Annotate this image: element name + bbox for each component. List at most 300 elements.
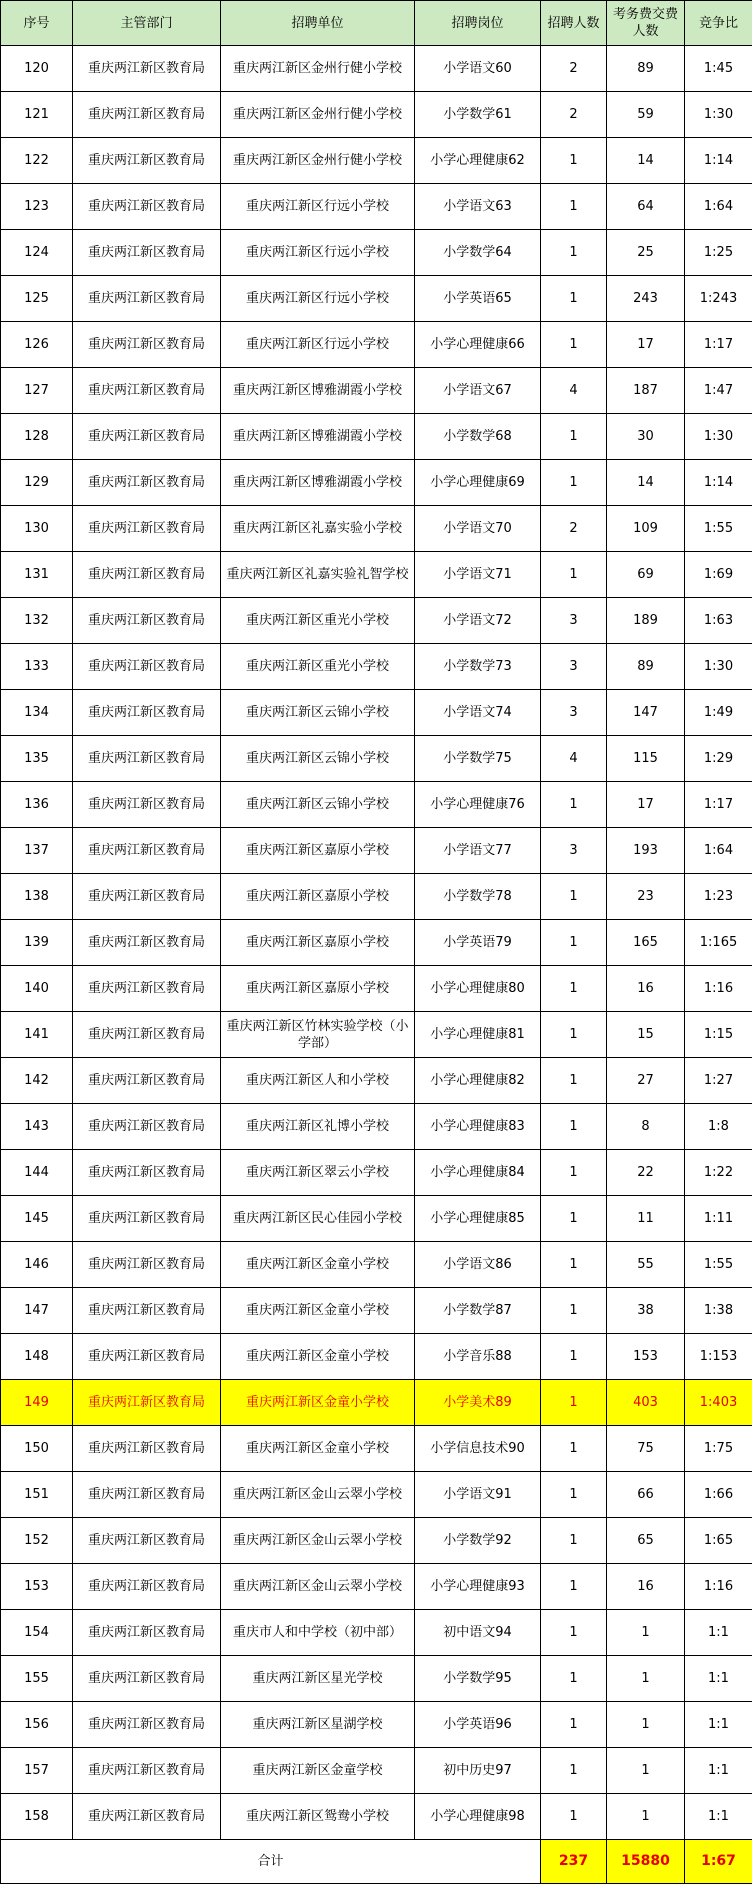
row-paid: 15	[607, 1012, 685, 1058]
row-no: 157	[1, 1748, 73, 1794]
row-ratio: 1:30	[685, 414, 752, 460]
row-unit: 重庆两江新区金童学校	[221, 1748, 415, 1794]
row-dept: 重庆两江新区教育局	[73, 1472, 221, 1518]
row-no: 154	[1, 1610, 73, 1656]
row-ratio: 1:29	[685, 736, 752, 782]
row-unit: 重庆两江新区嘉原小学校	[221, 828, 415, 874]
row-hire: 1	[541, 1104, 607, 1150]
row-post: 小学数学87	[415, 1288, 541, 1334]
row-dept: 重庆两江新区教育局	[73, 46, 221, 92]
row-unit: 重庆市人和中学校（初中部）	[221, 1610, 415, 1656]
row-dept: 重庆两江新区教育局	[73, 1610, 221, 1656]
total-competition-ratio: 1:67	[685, 1840, 752, 1884]
row-ratio: 1:25	[685, 230, 752, 276]
row-paid: 1	[607, 1794, 685, 1840]
row-paid: 69	[607, 552, 685, 598]
row-ratio: 1:243	[685, 276, 752, 322]
row-post: 小学心理健康80	[415, 966, 541, 1012]
row-unit: 重庆两江新区金童小学校	[221, 1426, 415, 1472]
row-hire: 1	[541, 1012, 607, 1058]
row-hire: 1	[541, 460, 607, 506]
row-ratio: 1:153	[685, 1334, 752, 1380]
table-row	[1, 1334, 752, 1380]
table-row	[1, 782, 752, 828]
row-hire: 1	[541, 1150, 607, 1196]
col-header-ratio: 竞争比	[685, 1, 752, 46]
row-hire: 1	[541, 138, 607, 184]
row-unit: 重庆两江新区行远小学校	[221, 276, 415, 322]
row-ratio: 1:16	[685, 1564, 752, 1610]
row-paid: 1	[607, 1748, 685, 1794]
row-paid: 1	[607, 1610, 685, 1656]
row-dept: 重庆两江新区教育局	[73, 138, 221, 184]
row-paid: 38	[607, 1288, 685, 1334]
row-unit: 重庆两江新区人和小学校	[221, 1058, 415, 1104]
row-ratio: 1:22	[685, 1150, 752, 1196]
row-no: 155	[1, 1656, 73, 1702]
table-row	[1, 184, 752, 230]
row-no: 121	[1, 92, 73, 138]
row-paid: 187	[607, 368, 685, 414]
table-row	[1, 368, 752, 414]
row-unit: 重庆两江新区民心佳园小学校	[221, 1196, 415, 1242]
row-unit: 重庆两江新区鸳鸯小学校	[221, 1794, 415, 1840]
table-row	[1, 1288, 752, 1334]
row-dept: 重庆两江新区教育局	[73, 1748, 221, 1794]
row-post: 小学数学75	[415, 736, 541, 782]
row-paid: 11	[607, 1196, 685, 1242]
row-post: 初中历史97	[415, 1748, 541, 1794]
table-row	[1, 1748, 752, 1794]
row-hire: 1	[541, 552, 607, 598]
row-paid: 59	[607, 92, 685, 138]
col-header-no: 序号	[1, 1, 73, 46]
row-paid: 8	[607, 1104, 685, 1150]
row-paid: 17	[607, 322, 685, 368]
row-dept: 重庆两江新区教育局	[73, 460, 221, 506]
row-unit: 重庆两江新区行远小学校	[221, 322, 415, 368]
row-no: 131	[1, 552, 73, 598]
row-hire: 1	[541, 322, 607, 368]
row-unit: 重庆两江新区金童小学校	[221, 1242, 415, 1288]
row-no: 127	[1, 368, 73, 414]
row-paid: 1	[607, 1656, 685, 1702]
row-dept: 重庆两江新区教育局	[73, 1656, 221, 1702]
row-no: 135	[1, 736, 73, 782]
row-unit: 重庆两江新区云锦小学校	[221, 736, 415, 782]
row-ratio: 1:14	[685, 138, 752, 184]
row-no: 150	[1, 1426, 73, 1472]
row-post: 小学语文86	[415, 1242, 541, 1288]
table-row	[1, 1104, 752, 1150]
table-row	[1, 828, 752, 874]
row-paid: 16	[607, 1564, 685, 1610]
row-post: 小学语文70	[415, 506, 541, 552]
row-paid: 243	[607, 276, 685, 322]
row-post: 小学心理健康85	[415, 1196, 541, 1242]
row-dept: 重庆两江新区教育局	[73, 92, 221, 138]
row-unit: 重庆两江新区博雅湖霞小学校	[221, 414, 415, 460]
row-unit: 重庆两江新区重光小学校	[221, 598, 415, 644]
table-row	[1, 1656, 752, 1702]
row-dept: 重庆两江新区教育局	[73, 1058, 221, 1104]
row-paid: 165	[607, 920, 685, 966]
row-post: 小学数学78	[415, 874, 541, 920]
row-post: 小学英语79	[415, 920, 541, 966]
row-paid: 17	[607, 782, 685, 828]
row-paid: 147	[607, 690, 685, 736]
row-hire: 1	[541, 966, 607, 1012]
row-ratio: 1:1	[685, 1794, 752, 1840]
row-ratio: 1:64	[685, 184, 752, 230]
row-hire: 1	[541, 1380, 607, 1426]
row-hire: 1	[541, 230, 607, 276]
row-hire: 1	[541, 276, 607, 322]
row-post: 小学心理健康84	[415, 1150, 541, 1196]
row-dept: 重庆两江新区教育局	[73, 552, 221, 598]
row-hire: 1	[541, 1058, 607, 1104]
row-hire: 1	[541, 1518, 607, 1564]
row-ratio: 1:30	[685, 644, 752, 690]
row-dept: 重庆两江新区教育局	[73, 276, 221, 322]
row-post: 小学语文72	[415, 598, 541, 644]
table-row	[1, 1150, 752, 1196]
table-row	[1, 1196, 752, 1242]
row-hire: 1	[541, 1288, 607, 1334]
row-ratio: 1:11	[685, 1196, 752, 1242]
row-no: 140	[1, 966, 73, 1012]
row-unit: 重庆两江新区行远小学校	[221, 230, 415, 276]
row-dept: 重庆两江新区教育局	[73, 368, 221, 414]
row-dept: 重庆两江新区教育局	[73, 1334, 221, 1380]
row-unit: 重庆两江新区博雅湖霞小学校	[221, 460, 415, 506]
row-post: 初中语文94	[415, 1610, 541, 1656]
row-unit: 重庆两江新区礼嘉实验礼智学校	[221, 552, 415, 598]
row-dept: 重庆两江新区教育局	[73, 1150, 221, 1196]
row-no: 148	[1, 1334, 73, 1380]
row-dept: 重庆两江新区教育局	[73, 1012, 221, 1058]
row-hire: 1	[541, 782, 607, 828]
row-hire: 1	[541, 184, 607, 230]
row-hire: 4	[541, 736, 607, 782]
row-unit: 重庆两江新区嘉原小学校	[221, 966, 415, 1012]
row-paid: 65	[607, 1518, 685, 1564]
row-paid: 75	[607, 1426, 685, 1472]
row-unit: 重庆两江新区金州行健小学校	[221, 138, 415, 184]
row-dept: 重庆两江新区教育局	[73, 1242, 221, 1288]
row-paid: 55	[607, 1242, 685, 1288]
row-unit: 重庆两江新区礼博小学校	[221, 1104, 415, 1150]
row-dept: 重庆两江新区教育局	[73, 920, 221, 966]
row-post: 小学语文74	[415, 690, 541, 736]
row-paid: 14	[607, 460, 685, 506]
row-hire: 3	[541, 644, 607, 690]
row-no: 151	[1, 1472, 73, 1518]
row-ratio: 1:15	[685, 1012, 752, 1058]
row-post: 小学英语65	[415, 276, 541, 322]
row-paid: 64	[607, 184, 685, 230]
row-no: 139	[1, 920, 73, 966]
total-hire-count: 237	[541, 1840, 607, 1884]
row-unit: 重庆两江新区云锦小学校	[221, 690, 415, 736]
row-post: 小学语文67	[415, 368, 541, 414]
row-no: 143	[1, 1104, 73, 1150]
row-post: 小学信息技术90	[415, 1426, 541, 1472]
row-paid: 14	[607, 138, 685, 184]
row-post: 小学数学95	[415, 1656, 541, 1702]
row-ratio: 1:1	[685, 1610, 752, 1656]
row-paid: 16	[607, 966, 685, 1012]
row-dept: 重庆两江新区教育局	[73, 230, 221, 276]
row-unit: 重庆两江新区金山云翠小学校	[221, 1564, 415, 1610]
row-ratio: 1:65	[685, 1518, 752, 1564]
row-hire: 1	[541, 1702, 607, 1748]
row-ratio: 1:49	[685, 690, 752, 736]
total-paid-count: 15880	[607, 1840, 685, 1884]
row-post: 小学数学68	[415, 414, 541, 460]
row-hire: 1	[541, 1610, 607, 1656]
row-no: 144	[1, 1150, 73, 1196]
row-unit: 重庆两江新区嘉原小学校	[221, 920, 415, 966]
row-paid: 403	[607, 1380, 685, 1426]
row-post: 小学心理健康98	[415, 1794, 541, 1840]
total-row	[1, 1840, 752, 1884]
row-no: 147	[1, 1288, 73, 1334]
row-no: 136	[1, 782, 73, 828]
table-row	[1, 1564, 752, 1610]
table-row	[1, 874, 752, 920]
row-no: 129	[1, 460, 73, 506]
table-row	[1, 1426, 752, 1472]
row-ratio: 1:17	[685, 322, 752, 368]
row-no: 149	[1, 1380, 73, 1426]
row-paid: 89	[607, 46, 685, 92]
row-ratio: 1:66	[685, 1472, 752, 1518]
row-no: 130	[1, 506, 73, 552]
row-no: 138	[1, 874, 73, 920]
row-unit: 重庆两江新区金州行健小学校	[221, 92, 415, 138]
row-paid: 1	[607, 1702, 685, 1748]
row-dept: 重庆两江新区教育局	[73, 1426, 221, 1472]
row-dept: 重庆两江新区教育局	[73, 874, 221, 920]
row-dept: 重庆两江新区教育局	[73, 506, 221, 552]
row-post: 小学语文60	[415, 46, 541, 92]
row-ratio: 1:27	[685, 1058, 752, 1104]
row-ratio: 1:23	[685, 874, 752, 920]
row-dept: 重庆两江新区教育局	[73, 736, 221, 782]
table-row	[1, 552, 752, 598]
row-no: 158	[1, 1794, 73, 1840]
row-no: 123	[1, 184, 73, 230]
row-hire: 1	[541, 414, 607, 460]
row-hire: 1	[541, 874, 607, 920]
row-no: 122	[1, 138, 73, 184]
row-no: 152	[1, 1518, 73, 1564]
table-row	[1, 598, 752, 644]
row-post: 小学语文71	[415, 552, 541, 598]
row-hire: 1	[541, 1656, 607, 1702]
table-row	[1, 1610, 752, 1656]
row-ratio: 1:75	[685, 1426, 752, 1472]
row-hire: 3	[541, 690, 607, 736]
row-ratio: 1:30	[685, 92, 752, 138]
row-ratio: 1:45	[685, 46, 752, 92]
row-paid: 22	[607, 1150, 685, 1196]
row-ratio: 1:1	[685, 1702, 752, 1748]
row-ratio: 1:55	[685, 1242, 752, 1288]
col-header-post: 招聘岗位	[415, 1, 541, 46]
table-row	[1, 1702, 752, 1748]
row-ratio: 1:47	[685, 368, 752, 414]
row-unit: 重庆两江新区云锦小学校	[221, 782, 415, 828]
row-paid: 153	[607, 1334, 685, 1380]
row-unit: 重庆两江新区翠云小学校	[221, 1150, 415, 1196]
header-row	[1, 1, 752, 46]
table-row	[1, 276, 752, 322]
table-row	[1, 1058, 752, 1104]
row-hire: 2	[541, 506, 607, 552]
row-dept: 重庆两江新区教育局	[73, 1104, 221, 1150]
row-ratio: 1:63	[685, 598, 752, 644]
row-unit: 重庆两江新区竹林实验学校（小学部）	[221, 1012, 415, 1058]
row-hire: 3	[541, 598, 607, 644]
row-hire: 1	[541, 920, 607, 966]
row-unit: 重庆两江新区金州行健小学校	[221, 46, 415, 92]
row-paid: 25	[607, 230, 685, 276]
row-no: 125	[1, 276, 73, 322]
table-row	[1, 138, 752, 184]
row-no: 153	[1, 1564, 73, 1610]
row-dept: 重庆两江新区教育局	[73, 1702, 221, 1748]
row-dept: 重庆两江新区教育局	[73, 690, 221, 736]
row-no: 142	[1, 1058, 73, 1104]
row-ratio: 1:55	[685, 506, 752, 552]
table-row	[1, 1472, 752, 1518]
row-unit: 重庆两江新区金童小学校	[221, 1334, 415, 1380]
row-post: 小学语文91	[415, 1472, 541, 1518]
table-row	[1, 460, 752, 506]
row-hire: 1	[541, 1794, 607, 1840]
row-unit: 重庆两江新区金童小学校	[221, 1380, 415, 1426]
table-row	[1, 92, 752, 138]
table-row	[1, 322, 752, 368]
row-unit: 重庆两江新区金山云翠小学校	[221, 1472, 415, 1518]
row-post: 小学语文77	[415, 828, 541, 874]
row-no: 124	[1, 230, 73, 276]
row-ratio: 1:69	[685, 552, 752, 598]
row-unit: 重庆两江新区嘉原小学校	[221, 874, 415, 920]
row-dept: 重庆两江新区教育局	[73, 828, 221, 874]
row-post: 小学数学64	[415, 230, 541, 276]
row-post: 小学音乐88	[415, 1334, 541, 1380]
row-no: 141	[1, 1012, 73, 1058]
row-dept: 重庆两江新区教育局	[73, 1564, 221, 1610]
row-dept: 重庆两江新区教育局	[73, 322, 221, 368]
table-row	[1, 644, 752, 690]
row-post: 小学心理健康83	[415, 1104, 541, 1150]
row-ratio: 1:38	[685, 1288, 752, 1334]
row-unit: 重庆两江新区博雅湖霞小学校	[221, 368, 415, 414]
row-hire: 1	[541, 1196, 607, 1242]
row-ratio: 1:16	[685, 966, 752, 1012]
row-no: 132	[1, 598, 73, 644]
row-ratio: 1:17	[685, 782, 752, 828]
row-post: 小学数学73	[415, 644, 541, 690]
table-row	[1, 506, 752, 552]
col-header-dept: 主管部门	[73, 1, 221, 46]
row-paid: 27	[607, 1058, 685, 1104]
row-hire: 2	[541, 46, 607, 92]
table-row	[1, 920, 752, 966]
row-unit: 重庆两江新区行远小学校	[221, 184, 415, 230]
row-post: 小学心理健康82	[415, 1058, 541, 1104]
row-dept: 重庆两江新区教育局	[73, 644, 221, 690]
row-ratio: 1:8	[685, 1104, 752, 1150]
table-row	[1, 966, 752, 1012]
row-no: 145	[1, 1196, 73, 1242]
row-paid: 115	[607, 736, 685, 782]
table-row	[1, 46, 752, 92]
row-dept: 重庆两江新区教育局	[73, 1518, 221, 1564]
table-row	[1, 414, 752, 460]
col-header-paid: 考务费交费人数	[607, 1, 685, 46]
row-post: 小学心理健康93	[415, 1564, 541, 1610]
col-header-unit: 招聘单位	[221, 1, 415, 46]
row-ratio: 1:403	[685, 1380, 752, 1426]
row-post: 小学英语96	[415, 1702, 541, 1748]
row-hire: 1	[541, 1426, 607, 1472]
row-ratio: 1:1	[685, 1656, 752, 1702]
row-dept: 重庆两江新区教育局	[73, 1794, 221, 1840]
table-row	[1, 736, 752, 782]
row-no: 126	[1, 322, 73, 368]
total-label: 合计	[1, 1840, 541, 1884]
table-row	[1, 1380, 752, 1426]
row-post: 小学心理健康66	[415, 322, 541, 368]
row-ratio: 1:64	[685, 828, 752, 874]
row-ratio: 1:14	[685, 460, 752, 506]
row-dept: 重庆两江新区教育局	[73, 966, 221, 1012]
row-paid: 66	[607, 1472, 685, 1518]
row-no: 137	[1, 828, 73, 874]
row-no: 146	[1, 1242, 73, 1288]
row-post: 小学数学92	[415, 1518, 541, 1564]
row-no: 156	[1, 1702, 73, 1748]
row-post: 小学心理健康76	[415, 782, 541, 828]
table-row	[1, 230, 752, 276]
row-post: 小学美术89	[415, 1380, 541, 1426]
row-hire: 3	[541, 828, 607, 874]
row-post: 小学心理健康62	[415, 138, 541, 184]
row-hire: 1	[541, 1242, 607, 1288]
table-row	[1, 1794, 752, 1840]
table-row	[1, 1242, 752, 1288]
row-dept: 重庆两江新区教育局	[73, 1196, 221, 1242]
row-dept: 重庆两江新区教育局	[73, 184, 221, 230]
row-post: 小学数学61	[415, 92, 541, 138]
row-dept: 重庆两江新区教育局	[73, 782, 221, 828]
row-paid: 193	[607, 828, 685, 874]
row-no: 128	[1, 414, 73, 460]
table-row	[1, 1012, 752, 1058]
table-row	[1, 690, 752, 736]
row-unit: 重庆两江新区金童小学校	[221, 1288, 415, 1334]
row-paid: 109	[607, 506, 685, 552]
row-ratio: 1:165	[685, 920, 752, 966]
row-dept: 重庆两江新区教育局	[73, 1380, 221, 1426]
table-row	[1, 1518, 752, 1564]
row-unit: 重庆两江新区星光学校	[221, 1656, 415, 1702]
